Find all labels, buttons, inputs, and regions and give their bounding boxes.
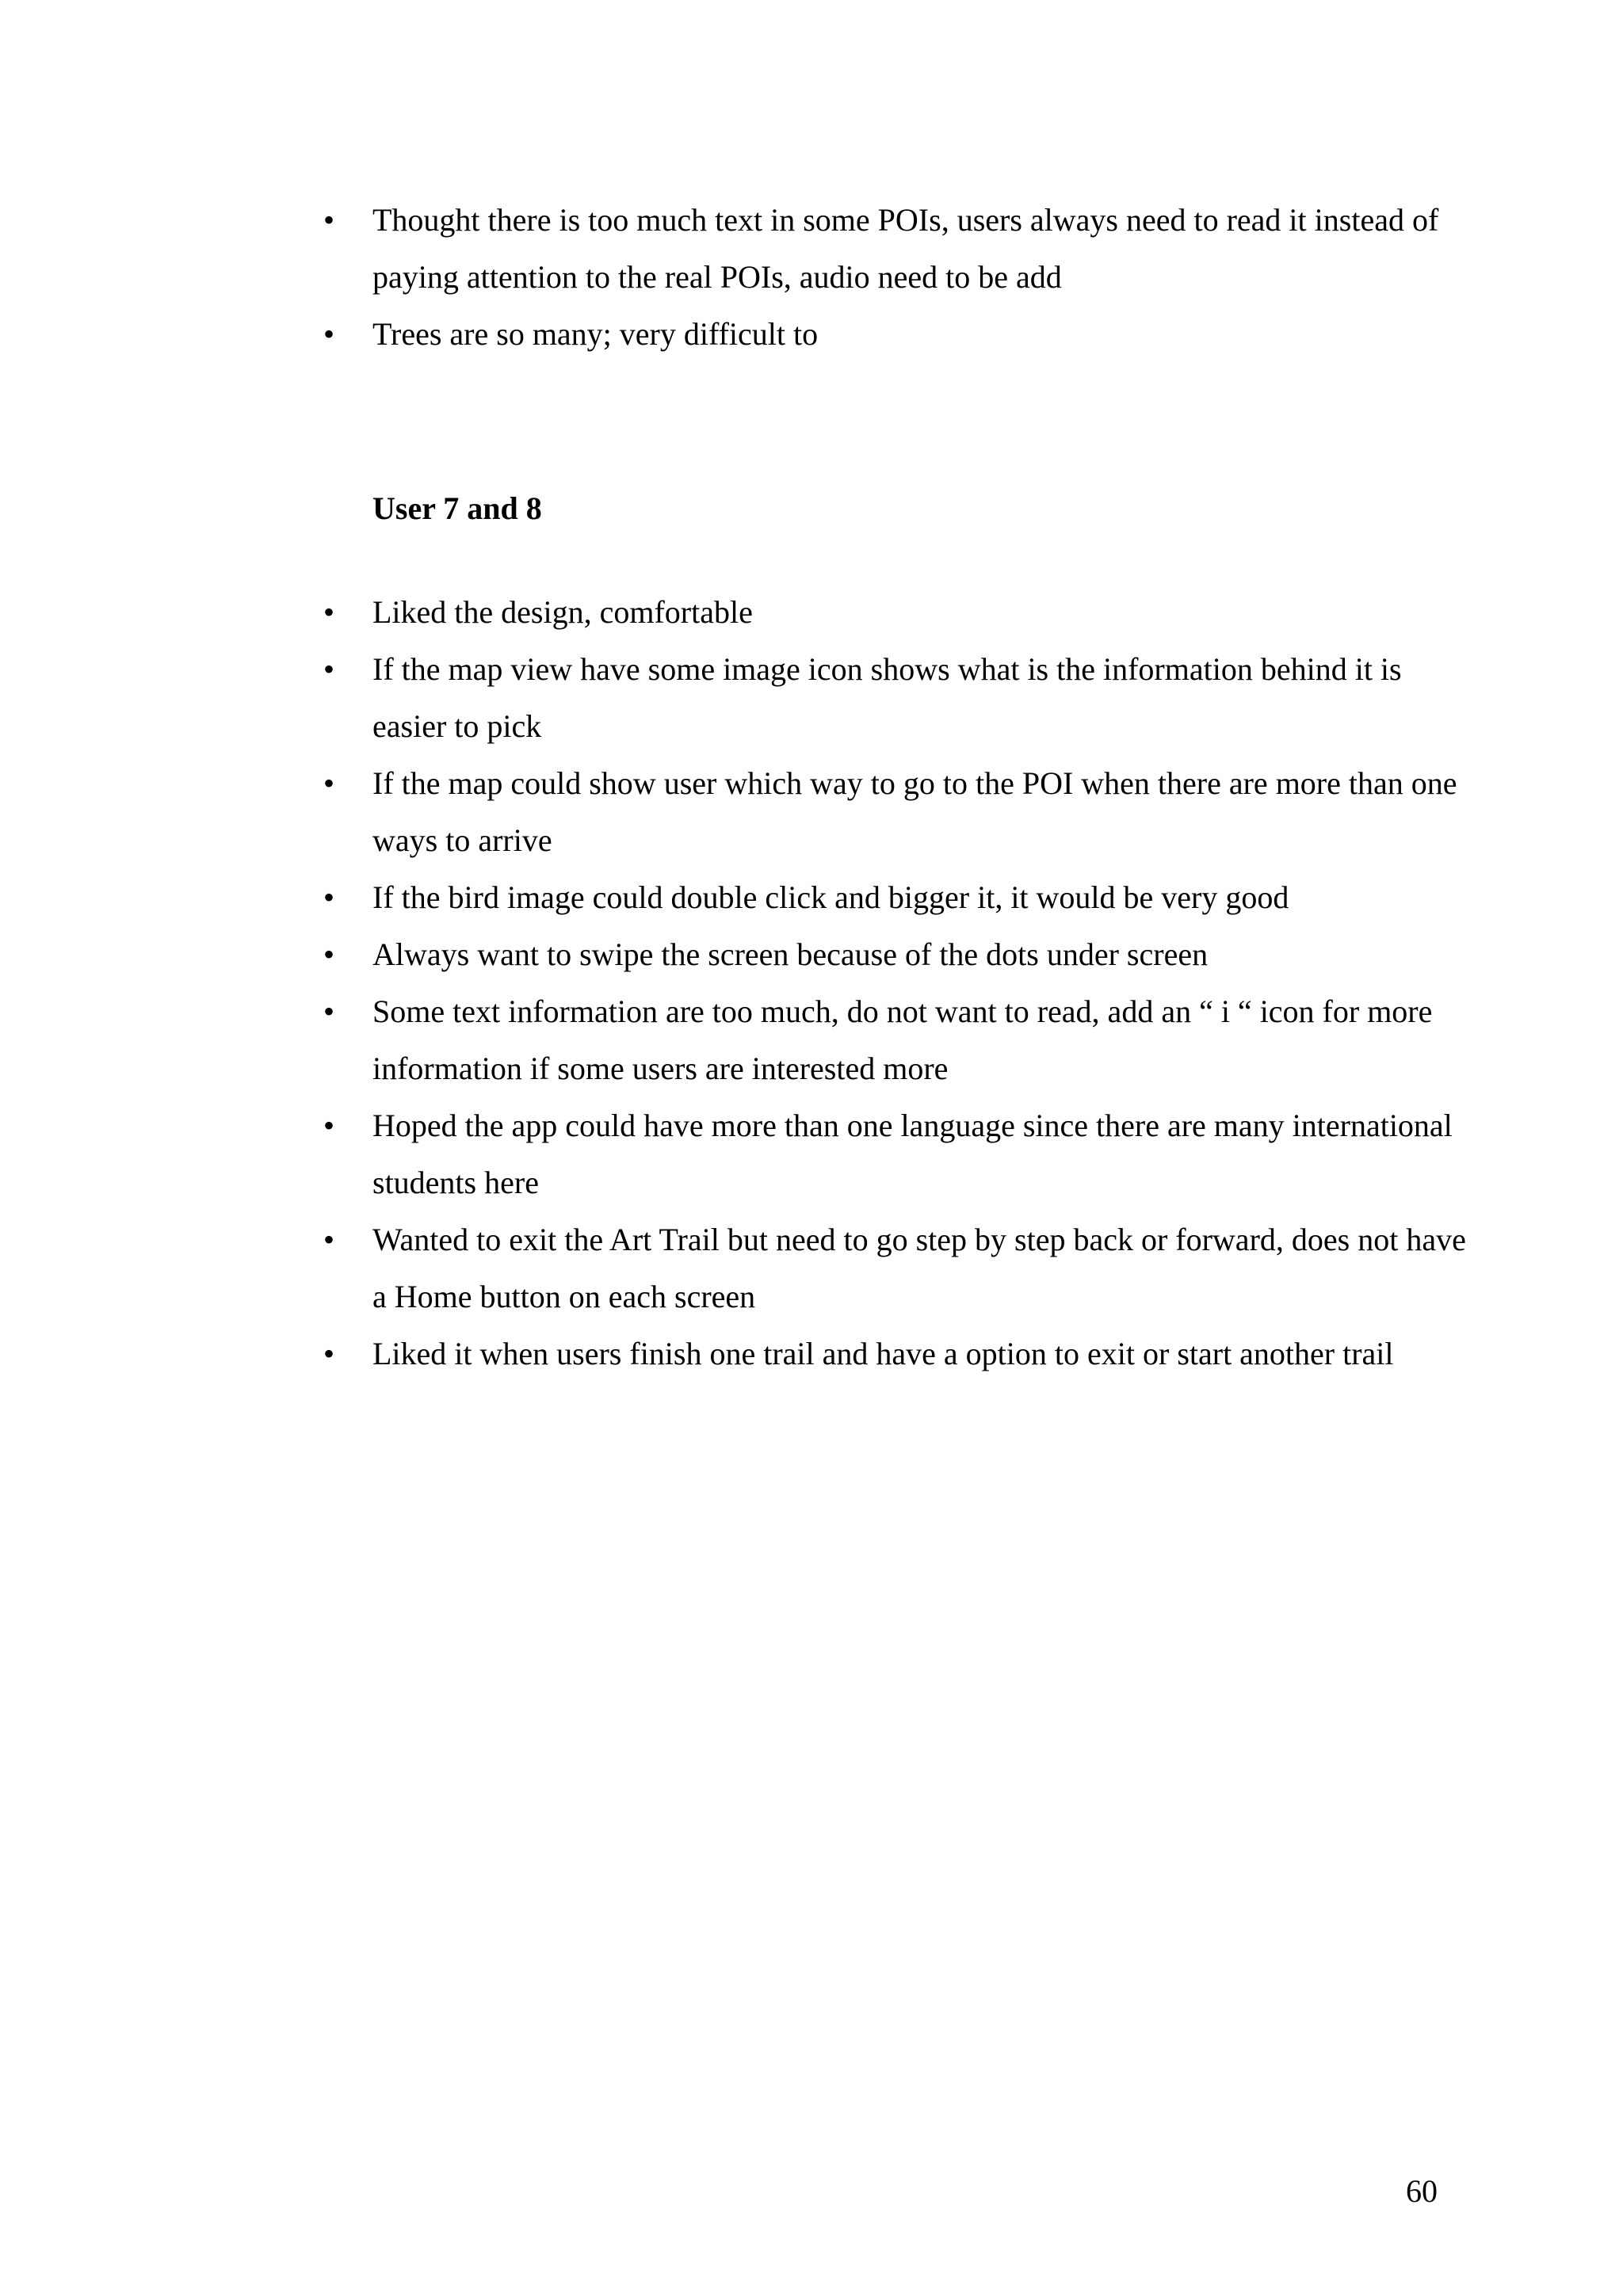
bullet-marker: • xyxy=(323,316,335,352)
list-item xyxy=(317,1325,1474,1383)
list-item-text: Liked it when users finish one trail and have a option to exit or start another trail xyxy=(372,1336,1394,1371)
section-heading: User 7 and 8 xyxy=(372,490,542,526)
list-item xyxy=(317,641,1474,755)
list-item xyxy=(317,192,1474,306)
list-item xyxy=(317,584,1474,641)
list-item-text: If the map could show user which way to go to the POI when there are more than one ways to arrive xyxy=(372,765,1457,858)
list-item xyxy=(317,755,1474,869)
list-item-text: Hoped the app could have more than one language since there are many international students here xyxy=(372,1108,1453,1200)
bullet-marker: • xyxy=(323,202,335,238)
bullet-marker: • xyxy=(323,879,335,915)
list-item-text: Thought there is too much text in some POIs, users always need to read it instead of paying attention to the real POIs, audio need to be add xyxy=(372,202,1439,295)
bullet-marker: • xyxy=(323,936,335,972)
list-item xyxy=(317,869,1474,926)
list-item-text: Trees are so many; very difficult to xyxy=(372,316,819,352)
list-item-text: If the bird image could double click and bigger it, it would be very good xyxy=(372,879,1289,915)
bullet-marker: • xyxy=(323,651,335,687)
feedback-list-top xyxy=(317,192,1474,363)
list-item xyxy=(317,983,1474,1097)
list-item xyxy=(317,1097,1474,1211)
bullet-marker: • xyxy=(323,994,335,1029)
bullet-marker: • xyxy=(323,1108,335,1143)
list-item xyxy=(317,306,1474,363)
bullet-marker: • xyxy=(323,594,335,630)
list-item-text: If the map view have some image icon shows what is the information behind it is easier to pick xyxy=(372,651,1402,744)
list-item xyxy=(317,926,1474,983)
list-item-text: Wanted to exit the Art Trail but need to go step by step back or forward, does not have a Home button on each screen xyxy=(372,1222,1466,1314)
list-item-text: Some text information are too much, do not want to read, add an “ i “ icon for more information if some users are interested more xyxy=(372,994,1433,1086)
list-item xyxy=(317,1211,1474,1325)
list-item-text: Always want to swipe the screen because of the dots under screen xyxy=(372,936,1209,972)
bullet-marker: • xyxy=(323,765,335,801)
bullet-marker: • xyxy=(323,1336,335,1371)
feedback-list-user-7-8 xyxy=(317,584,1474,1383)
bullet-marker: • xyxy=(323,1222,335,1257)
page-number: 60 xyxy=(1406,2173,1438,2209)
list-item-text: Liked the design, comfortable xyxy=(372,594,753,630)
